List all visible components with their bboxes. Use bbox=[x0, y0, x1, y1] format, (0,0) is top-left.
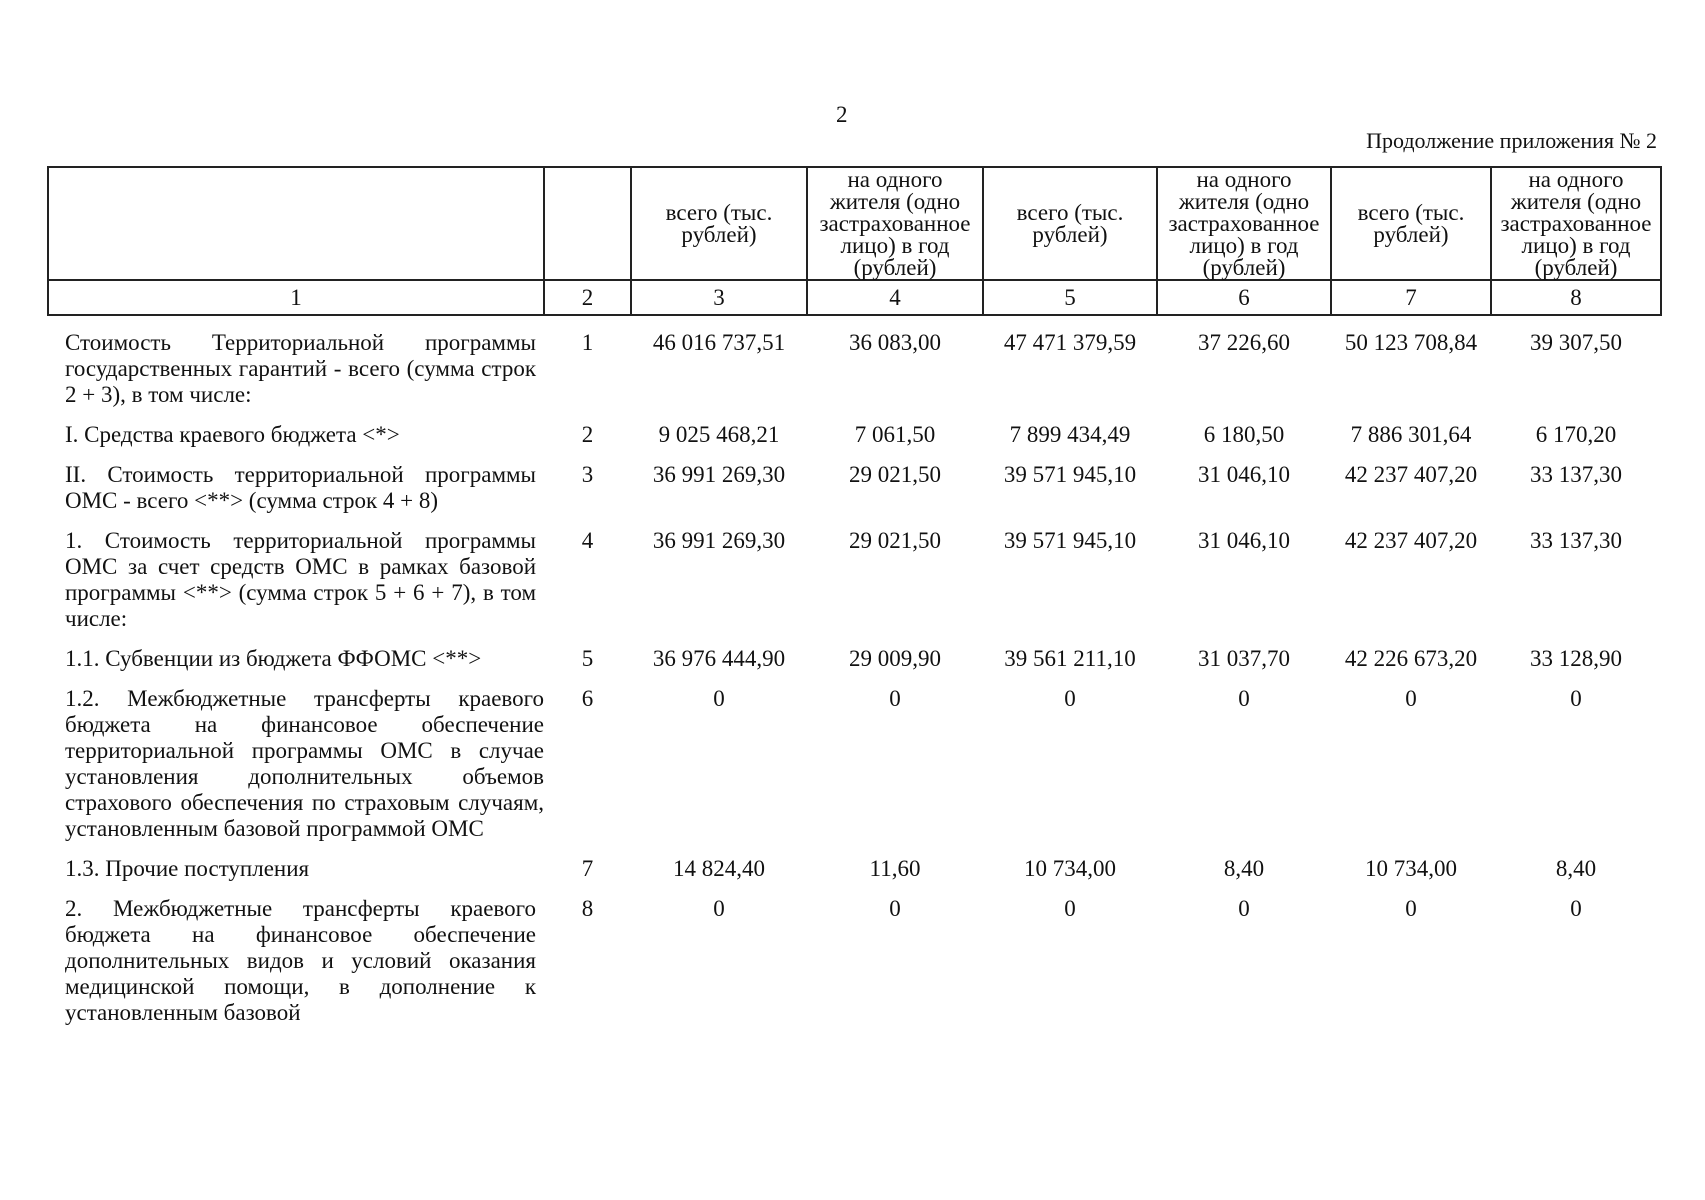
column-number: 1 bbox=[48, 280, 544, 315]
cell-value: 6 170,20 bbox=[1535, 422, 1617, 447]
cell-value: 31 037,70 bbox=[1198, 646, 1290, 671]
cell-value: 39 561 211,10 bbox=[1004, 646, 1136, 671]
cell-value: 36 991 269,30 bbox=[652, 528, 786, 553]
table-row bbox=[48, 453, 1661, 519]
column-number: 6 bbox=[1157, 280, 1331, 315]
cell-value: 29 021,50 bbox=[849, 528, 941, 553]
cell-value: 42 237 407,20 bbox=[1344, 528, 1478, 553]
table-row bbox=[48, 413, 1661, 453]
cell-value: 47 471 379,59 bbox=[1003, 330, 1137, 355]
cell-value: 0 bbox=[713, 896, 725, 921]
cell-value: 7 886 301,64 bbox=[1350, 422, 1472, 447]
line-number: 1 bbox=[581, 330, 594, 355]
budget-table bbox=[47, 166, 1662, 1031]
page-number: 2 bbox=[836, 102, 848, 127]
row-label: 1.2. Межбюджетные трансферты краевого бюджета на финансовое обеспечение территориальной программы ОМС в случае установления дополнительных объемов страхового обеспечения по страховым случаям, установленным базовой программой ОМС bbox=[65, 686, 544, 841]
cell-value: 0 bbox=[889, 896, 901, 921]
line-number: 6 bbox=[581, 686, 594, 711]
header-cell bbox=[544, 167, 631, 280]
cell-value: 33 137,30 bbox=[1530, 462, 1622, 487]
header-cell: на одного жителя (одно застрахованное лицо) в год (рублей) bbox=[807, 167, 983, 280]
cell-value: 9 025 468,21 bbox=[658, 422, 780, 447]
cell-value: 8,40 bbox=[1223, 856, 1265, 881]
row-label: 1.1. Субвенции из бюджета ФФОМС <**> bbox=[65, 646, 482, 671]
column-number-row bbox=[48, 280, 1661, 315]
cell-value: 6 180,50 bbox=[1203, 422, 1285, 447]
cell-value: 31 046,10 bbox=[1198, 462, 1290, 487]
header-cell: всего (тыс. рублей) bbox=[983, 167, 1157, 280]
cell-value: 0 bbox=[1064, 896, 1076, 921]
row-label: I. Средства краевого бюджета <*> bbox=[65, 422, 400, 447]
cell-value: 39 307,50 bbox=[1530, 330, 1622, 355]
column-number: 4 bbox=[807, 280, 983, 315]
cell-value: 7 061,50 bbox=[854, 422, 936, 447]
table-row bbox=[48, 677, 1661, 847]
cell-value: 39 571 945,10 bbox=[1003, 462, 1137, 487]
line-number: 3 bbox=[581, 462, 594, 487]
row-label: II. Стоимость территориальной программы ОМС - всего <**> (сумма строк 4 + 8) bbox=[65, 462, 536, 513]
cell-value: 8,40 bbox=[1555, 856, 1597, 881]
cell-value: 0 bbox=[1405, 686, 1417, 711]
cell-value: 29 021,50 bbox=[849, 462, 941, 487]
row-label: 1.3. Прочие поступления bbox=[65, 856, 310, 881]
cell-value: 36 991 269,30 bbox=[652, 462, 786, 487]
line-number: 7 bbox=[581, 856, 594, 881]
cell-value: 0 bbox=[1405, 896, 1417, 921]
line-number: 5 bbox=[581, 646, 594, 671]
cell-value: 0 bbox=[889, 686, 901, 711]
cell-value: 11,60 bbox=[869, 856, 921, 881]
header-cell: всего (тыс. рублей) bbox=[1331, 167, 1491, 280]
column-number: 5 bbox=[983, 280, 1157, 315]
cell-value: 0 bbox=[1570, 896, 1582, 921]
row-label: Стоимость Территориальной программы государственных гарантий - всего (сумма строк 2 + 3), в том числе: bbox=[65, 330, 536, 407]
cell-value: 37 226,60 bbox=[1198, 330, 1290, 355]
cell-value: 33 137,30 bbox=[1530, 528, 1622, 553]
header-cell: всего (тыс. рублей) bbox=[631, 167, 807, 280]
table-header-row bbox=[48, 167, 1661, 280]
header-cell bbox=[48, 167, 544, 280]
cell-value: 36 083,00 bbox=[849, 330, 941, 355]
cell-value: 33 128,90 bbox=[1530, 646, 1622, 671]
cell-value: 0 bbox=[1238, 686, 1250, 711]
cell-value: 7 899 434,49 bbox=[1009, 422, 1131, 447]
cell-value: 0 bbox=[1238, 896, 1250, 921]
cell-value: 10 734,00 bbox=[1024, 856, 1116, 881]
cell-value: 14 824,40 bbox=[673, 856, 765, 881]
line-number: 8 bbox=[581, 896, 594, 921]
table-row bbox=[48, 847, 1661, 887]
cell-value: 46 016 737,51 bbox=[652, 330, 786, 355]
cell-value: 31 046,10 bbox=[1198, 528, 1290, 553]
column-number: 2 bbox=[544, 280, 631, 315]
row-label: 2. Межбюджетные трансферты краевого бюджета на финансовое обеспечение дополнительных видов и условий оказания медицинской помощи, в дополнение к установленным базовой bbox=[65, 896, 536, 1025]
cell-value: 0 bbox=[713, 686, 725, 711]
cell-value: 39 571 945,10 bbox=[1003, 528, 1137, 553]
column-number: 3 bbox=[631, 280, 807, 315]
cell-value: 10 734,00 bbox=[1365, 856, 1457, 881]
cell-value: 42 226 673,20 bbox=[1344, 646, 1478, 671]
header-cell: на одного жителя (одно застрахованное лицо) в год (рублей) bbox=[1491, 167, 1661, 280]
table-row bbox=[48, 315, 1661, 413]
cell-value: 50 123 708,84 bbox=[1344, 330, 1478, 355]
cell-value: 29 009,90 bbox=[849, 646, 941, 671]
appendix-continuation-note: Продолжение приложения № 2 bbox=[1366, 128, 1657, 153]
line-number: 4 bbox=[581, 528, 594, 553]
header-cell: на одного жителя (одно застрахованное лицо) в год (рублей) bbox=[1157, 167, 1331, 280]
table-row bbox=[48, 519, 1661, 637]
row-label: 1. Стоимость территориальной программы ОМС за счет средств ОМС в рамках базовой программы <**> (сумма строк 5 + 6 + 7), в том числе: bbox=[65, 528, 536, 631]
cell-value: 0 bbox=[1570, 686, 1582, 711]
cell-value: 36 976 444,90 bbox=[652, 646, 786, 671]
table-row bbox=[48, 637, 1661, 677]
table-row bbox=[48, 887, 1661, 1031]
column-number: 8 bbox=[1491, 280, 1661, 315]
cell-value: 42 237 407,20 bbox=[1344, 462, 1478, 487]
column-number: 7 bbox=[1331, 280, 1491, 315]
cell-value: 0 bbox=[1064, 686, 1076, 711]
line-number: 2 bbox=[581, 422, 594, 447]
